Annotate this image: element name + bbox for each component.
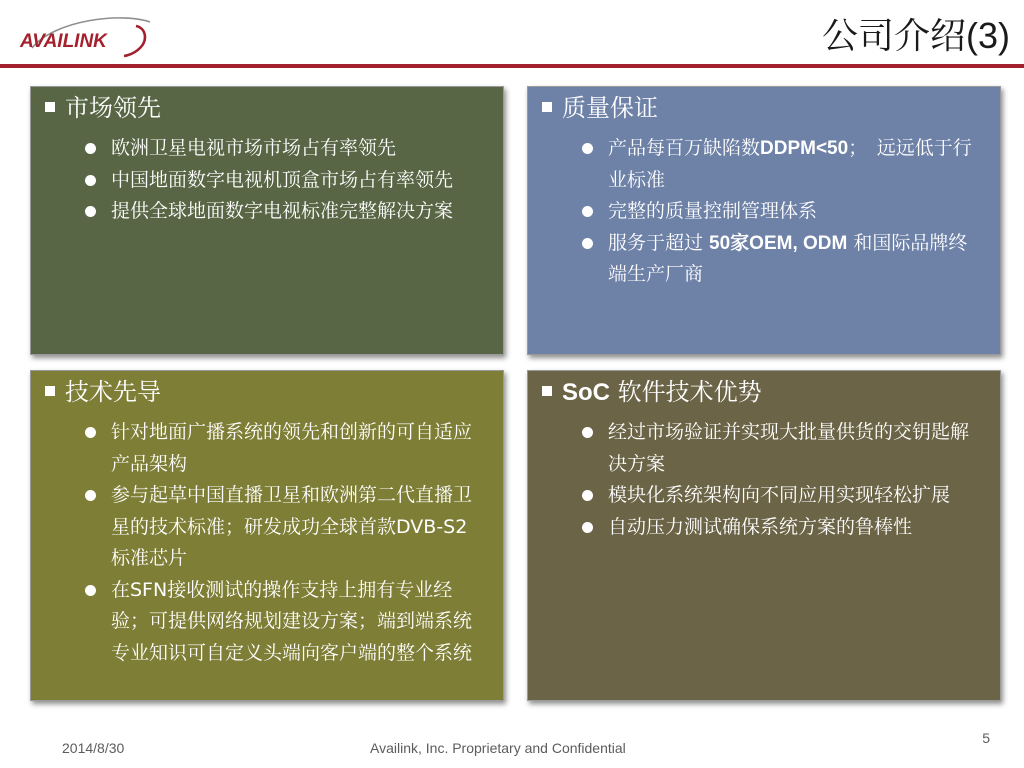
list-item-text: 经过市场验证并实现大批量供货的交钥匙解决方案 (608, 421, 970, 475)
availink-logo (14, 14, 156, 60)
round-bullet-icon (582, 490, 593, 501)
list-item (83, 196, 483, 228)
list-item (580, 196, 980, 228)
panel-heading (542, 91, 658, 125)
square-bullet-icon (45, 102, 55, 112)
panel-heading-text: 质量保证 (562, 94, 658, 122)
list-item-text-bold: 50家OEM, ODM (709, 232, 848, 254)
round-bullet-icon (85, 490, 96, 501)
panel-heading-bold: SoC (562, 379, 610, 406)
round-bullet-icon (85, 175, 96, 186)
list-item-text: 欧洲卫星电视市场市场占有率领先 (111, 137, 397, 159)
square-bullet-icon (45, 386, 55, 396)
square-bullet-icon (542, 102, 552, 112)
header-divider (0, 64, 1024, 68)
footer-confidential: Availink, Inc. Proprietary and Confidential (370, 740, 626, 756)
panel-heading (45, 375, 161, 409)
list-item-text-post: ； 远远低于行业标准 (608, 137, 972, 191)
bullet-list (580, 417, 980, 543)
footer-date: 2014/8/30 (62, 740, 125, 756)
list-item-text-pre: 产品每百万缺陷数 (608, 137, 761, 159)
round-bullet-icon (85, 585, 96, 596)
list-item-text: 中国地面数字电视机顶盒市场占有率领先 (111, 168, 454, 191)
round-bullet-icon (582, 427, 593, 438)
list-item-text-bold: DDPM<50 (760, 138, 849, 159)
bullet-list (580, 133, 980, 291)
panel-market-leading (30, 86, 504, 355)
list-item (580, 480, 980, 512)
list-item-text: 完整的质量控制管理体系 (608, 200, 818, 222)
square-bullet-icon (542, 386, 552, 396)
list-item (580, 512, 980, 544)
round-bullet-icon (85, 206, 96, 217)
round-bullet-icon (582, 143, 593, 154)
list-item (580, 228, 980, 291)
round-bullet-icon (85, 143, 96, 154)
list-item (83, 480, 483, 575)
list-item (83, 575, 483, 670)
list-item-text: 针对地面广播系统的领先和创新的可自适应产品架构 (111, 421, 473, 475)
list-item (83, 165, 483, 197)
bullet-list (83, 133, 483, 228)
panel-heading (542, 375, 762, 410)
panel-quality-assurance (527, 86, 1001, 355)
list-item (83, 417, 483, 480)
page-title (822, 8, 1010, 59)
panel-technology-leading (30, 370, 504, 701)
page-number: 5 (982, 730, 990, 746)
panel-soc-software-advantage (527, 370, 1001, 701)
list-item-text: 参与起草中国直播卫星和欧洲第二代直播卫星的技术标准；研发成功全球首款DVB-S2标准芯片 (111, 484, 473, 569)
round-bullet-icon (582, 238, 593, 249)
list-item (83, 133, 483, 165)
round-bullet-icon (582, 206, 593, 217)
panel-heading-text: 技术先导 (65, 378, 161, 406)
bullet-list (83, 417, 483, 669)
round-bullet-icon (85, 427, 96, 438)
list-item (580, 133, 980, 196)
list-item-text: 在SFN接收测试的操作支持上拥有专业经验；可提供网络规划建设方案；端到端系统专业知识可自定义头端向客户端的整个系统 (111, 578, 473, 664)
panel-heading-text: 市场领先 (65, 94, 161, 122)
list-item-text: 提供全球地面数字电视标准完整解决方案 (111, 200, 454, 222)
list-item-text-pre: 服务于超过 (608, 231, 710, 254)
panel-heading (45, 91, 161, 125)
list-item-text: 模块化系统架构向不同应用实现轻松扩展 (608, 484, 951, 506)
list-item-text: 自动压力测试确保系统方案的鲁棒性 (608, 515, 913, 538)
panel-heading-text: 软件技术优势 (610, 378, 762, 406)
logo-wordmark: AVAILINK (20, 31, 107, 52)
list-item-text-post: 和国际品牌终端生产厂商 (608, 231, 968, 285)
title-text: 公司介绍 (821, 16, 966, 57)
title-suffix: (3) (966, 15, 1010, 56)
round-bullet-icon (582, 522, 593, 533)
list-item (580, 417, 980, 480)
